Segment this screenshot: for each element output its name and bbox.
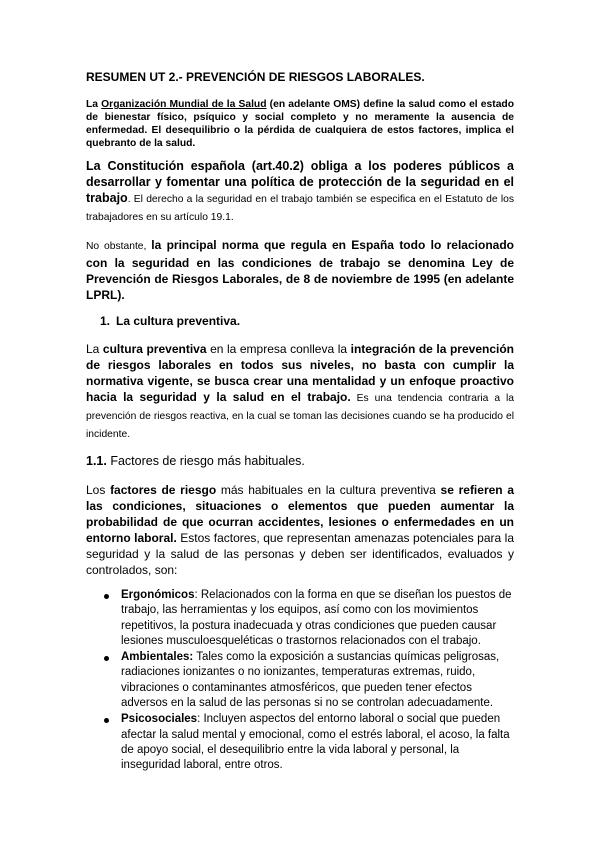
p4-mid1: en la empresa conlleva la [206, 342, 351, 356]
bullet-dot-icon [104, 718, 109, 723]
p3-bold: la principal norma que regula en España todo lo relacionado con la seguridad en las condiciones de trabajo se denomina Ley de Prevención de Riesgos Laborales, de 8 de noviembre de 1995 (en adelante LPRL). [86, 238, 514, 302]
p4-bold2: integración de la prevención de riesgos laborales en todos sus niveles, no basta con cumplir la normativa vigente, se busca crear una mentalidad y un enfoque proactivo hacia la seguridad y la salud en el trabajo. [86, 342, 514, 404]
document-content [86, 70, 514, 775]
bullet-dot-icon [104, 656, 109, 661]
p1-lead: La [86, 99, 102, 110]
p4-lead: La [86, 342, 103, 356]
list-item-ambientales [121, 650, 514, 711]
bullet-text: : Relacionados con la forma en que se diseñan los puestos de trabajo, las herramientas y los equipos, así como con los movimientos repetitivos, la postura inadecuada y otras condiciones que pueden causar lesiones musculoesqueléticas o trastornos relacionados con el trabajo. [121, 589, 512, 647]
bullet-text: Tales como la exposición a sustancias químicas peligrosas, radiaciones ionizantes o no ionizantes, temperaturas extremas, ruido, vibraciones o contaminantes atmosféricos, que pueden tener efectos adversos en la salud de las personas si no se controlan adecuadamente. [121, 651, 500, 710]
p5-bold1: factores de riesgo [110, 483, 217, 497]
bullet-term: Ergonómicos [121, 589, 195, 601]
document-title: RESUMEN UT 2.- PREVENCIÓN DE RIESGOS LABORALES. [86, 70, 425, 84]
paragraph-lprl [86, 237, 514, 303]
p4-bold1: cultura preventiva [102, 342, 207, 356]
section11-label: Factores de riesgo más habituales. [106, 454, 305, 468]
p2-bold: La Constitución española (art.40.2) obliga a los poderes públicos a desarrollar y fomentar una política de protección de la seguridad en el trabajo [86, 159, 514, 205]
bullet-text: : Incluyen aspectos del entorno laboral o social que pueden afectar la salud mental y emocional, como el estrés laboral, el acoso, la falta de apoyo social, el desequilibrio entre la vida laboral y personal, la inseguridad laboral, entre otros. [121, 713, 510, 772]
p5-tail: Estos factores, que representan amenazas potenciales para la seguridad y la salud de las personas y deben ser identificados, evaluados y controlados, son: [86, 531, 514, 577]
oms-link-text: Organización Mundial de la Salud [101, 99, 267, 110]
bullet-dot-icon [104, 594, 109, 599]
p5-lead: Los [86, 483, 111, 497]
p1-rest: (en adelante OMS) define la salud como el estado de bienestar físico, psíquico y social completo y no meramente la ausencia de enfermedad. El desequilibrio o la pérdida de cualquiera de estos factores, implica el quebranto de la salud. [86, 99, 514, 149]
paragraph-constitucion [86, 158, 514, 226]
section-heading-factores-riesgo [86, 453, 514, 469]
paragraph-factores-riesgo [86, 482, 514, 578]
paragraph-oms-definition [86, 98, 514, 150]
p5-bold2: se refieren a las condiciones, situaciones o elementos que pueden aumentar la probabilidad de que ocurran accidentes, lesiones o enfermedades en un entorno laboral. [86, 483, 514, 545]
p4-tail: Es una tendencia contraria a la prevención de riesgos reactiva, en la cual se toman las decisiones cuando se ha producido el incidente. [86, 393, 515, 440]
p2-normal: . El derecho a la seguridad en el trabajo también se especifica en el Estatuto de los trabajadores en su artículo 19.1. [86, 194, 514, 223]
section11-number: 1.1. [86, 454, 107, 468]
p5-mid: más habituales en la cultura preventiva [216, 483, 441, 497]
paragraph-cultura-preventiva [86, 341, 514, 443]
section1-number: 1. [100, 314, 111, 328]
list-item-ergonomicos [121, 588, 514, 649]
risk-factors-list [86, 588, 514, 774]
list-item-psicosociales [121, 712, 514, 773]
bullet-term: Ambientales: [121, 651, 194, 664]
bullet-term: Psicosociales [121, 713, 198, 726]
section-heading-cultura-preventiva [100, 313, 514, 329]
p3-lead: No obstante, [86, 241, 152, 252]
section1-label: La cultura preventiva. [116, 314, 241, 328]
